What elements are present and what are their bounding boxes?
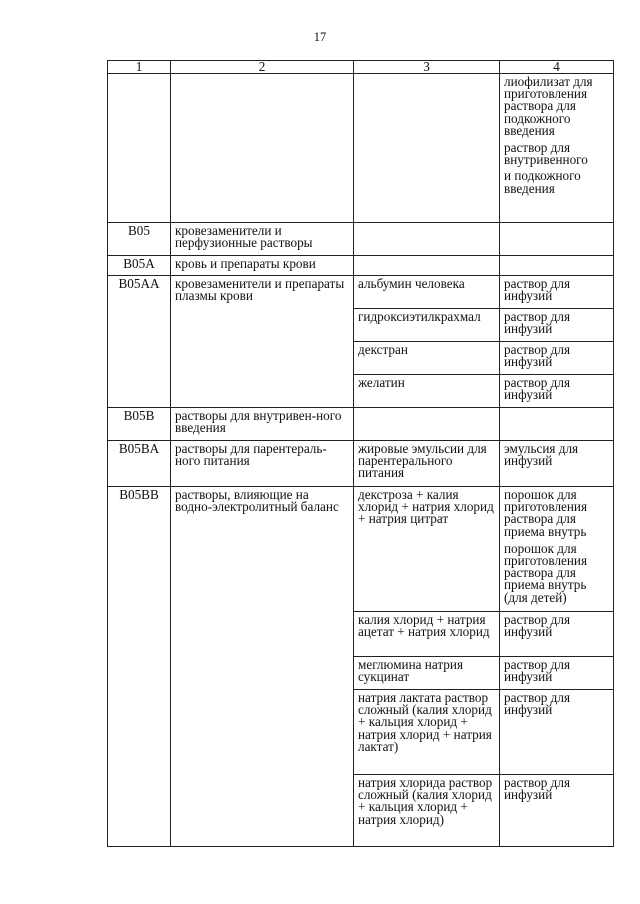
cell-forms: раствор для инфузий	[500, 775, 614, 847]
cell-code: B05	[108, 223, 171, 256]
cell-forms	[500, 74, 614, 223]
cell-forms	[500, 256, 614, 276]
cell-code: B05A	[108, 256, 171, 276]
header-cell: 1	[108, 61, 171, 74]
cell-drug: декстроза + калия хлорид + натрия хлорид + натрия цитрат	[354, 487, 500, 612]
cell-forms: раствор для инфузий	[500, 612, 614, 657]
cell-forms: эмульсия для инфузий	[500, 441, 614, 487]
cell-name: растворы для парентераль-ного питания	[171, 441, 354, 487]
page-number: 17	[313, 30, 327, 44]
header-cell: 2	[171, 61, 354, 74]
cell-forms: раствор для инфузий	[500, 342, 614, 375]
cell-drug: желатин	[354, 375, 500, 408]
table-row	[108, 408, 614, 441]
cell-drug	[354, 74, 500, 223]
form-text: лиофилизат для приготовления раствора для подкожного введения	[504, 74, 593, 138]
cell-code: B05BA	[108, 441, 171, 487]
header-cell: 3	[354, 61, 500, 74]
cell-drug: гидроксиэтилкрахмал	[354, 309, 500, 342]
cell-drug: альбумин человека	[354, 276, 500, 309]
form-text: и подкожного введения	[504, 168, 581, 196]
cell-name: растворы, влияющие на водно-электролитный баланс	[171, 487, 354, 847]
cell-forms: раствор для инфузий	[500, 375, 614, 408]
cell-forms: раствор для инфузий	[500, 690, 614, 775]
cell-drug: натрия хлорида раствор сложный (калия хлорид + кальция хлорид + натрия хлорид)	[354, 775, 500, 847]
drug-table	[107, 60, 614, 847]
cell-forms	[500, 223, 614, 256]
header-cell: 4	[500, 61, 614, 74]
cell-forms: раствор для инфузий	[500, 657, 614, 690]
cell-forms	[500, 408, 614, 441]
cell-code: B05B	[108, 408, 171, 441]
table-header-row	[108, 61, 614, 74]
form-text: порошок для приготовления раствора для приема внутрь	[504, 487, 588, 539]
form-text: порошок для приготовления раствора для приема внутрь (для детей)	[504, 540, 588, 605]
cell-drug	[354, 256, 500, 276]
cell-drug	[354, 223, 500, 256]
cell-forms: раствор для инфузий	[500, 309, 614, 342]
cell-code	[108, 74, 171, 223]
table-row	[108, 441, 614, 487]
cell-drug	[354, 408, 500, 441]
cell-forms	[500, 487, 614, 612]
table-row	[108, 223, 614, 256]
cell-name	[171, 74, 354, 223]
table-row	[108, 487, 614, 612]
cell-name: растворы для внутривен-ного введения	[171, 408, 354, 441]
cell-forms: раствор для инфузий	[500, 276, 614, 309]
cell-drug: декстран	[354, 342, 500, 375]
cell-drug: калия хлорид + натрия ацетат + натрия хлорид	[354, 612, 500, 657]
table-row	[108, 276, 614, 309]
table-row	[108, 256, 614, 276]
cell-code: B05AA	[108, 276, 171, 408]
cell-code: B05BB	[108, 487, 171, 847]
cell-drug: меглюмина натрия сукцинат	[354, 657, 500, 690]
cell-drug: натрия лактата раствор сложный (калия хлорид + кальция хлорид + натрия хлорид + натрия лактат)	[354, 690, 500, 775]
cell-name: кровезаменители и перфузионные растворы	[171, 223, 354, 256]
cell-name: кровь и препараты крови	[171, 256, 354, 276]
table-row	[108, 74, 614, 223]
form-text: раствор для внутривенного	[504, 140, 588, 168]
cell-drug: жировые эмульсии для парентерального питания	[354, 441, 500, 487]
cell-name: кровезаменители и препараты плазмы крови	[171, 276, 354, 408]
